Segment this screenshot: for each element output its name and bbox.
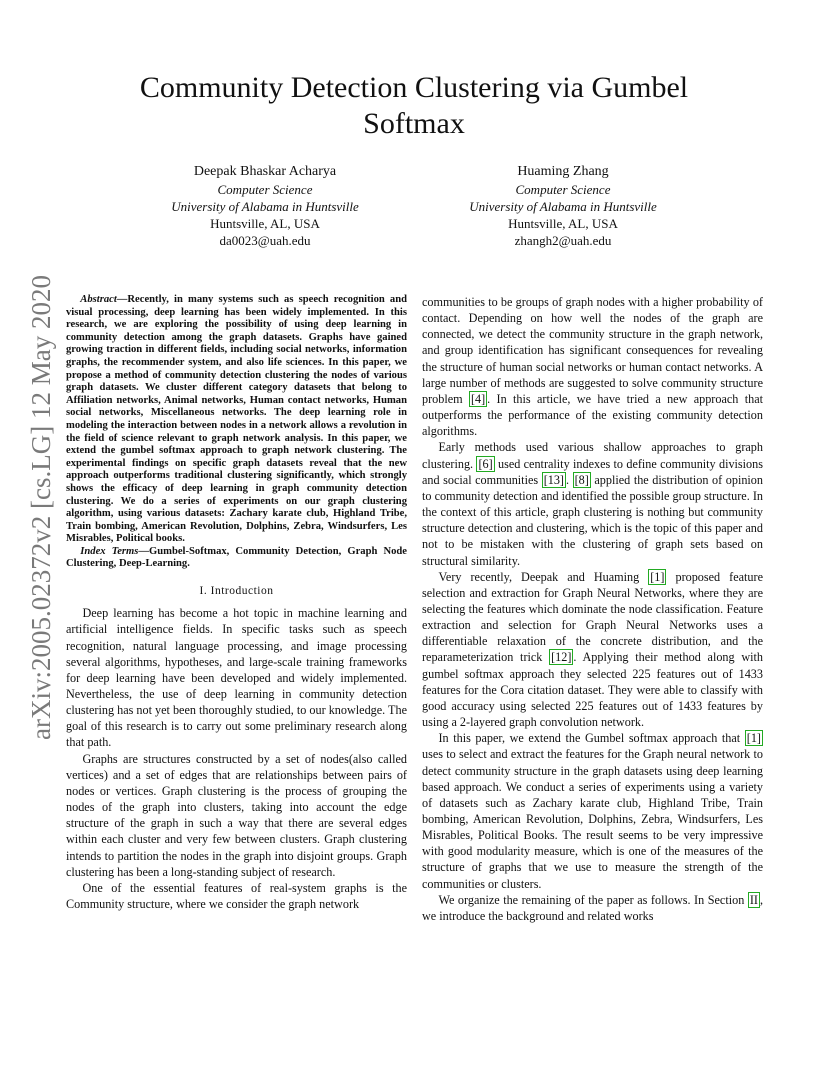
title-line-2: Softmax (363, 107, 465, 140)
author-name: Deepak Bhaskar Acharya (193, 164, 337, 179)
abstract-text: —Recently, in many systems such as speech recognition and visual processing, deep learning has been widely implemented. In this research, we are exploring the possibility of using deep learning in community detection among the graph datasets. Graphs have gained growing traction in different fields, including social networks, information graphs, the recommender system, and also life sciences. In this paper, we propose a method of community detection clustering the nodes of various graph datasets. We cluster different category datasets that belong to Affiliation networks, Animal networks, Human contact networks, Human social networks, Miscellaneous networks. The deep learning role in modeling the interaction between nodes in a network allows a revolution in the field of science relevant to graph network analysis. In this paper, we extend the gumbel softmax approach to graph network clustering. The experimental findings on specific graph datasets reveal that the new approach outperforms traditional clustering significantly, which strongly shows the efficacy of deep learning in graph community detection clustering. We do a series of experiments on our graph clustering algorithm, using various datasets: Zachary karate club, Highland Tribe, Train bombing, American Revolution, Dolphins, Zebra, Windsurfers, Les Misrables, Political books. (66, 294, 407, 545)
author-name: Huaming Zhang (517, 164, 609, 179)
author-location: Huntsville, AL, USA (210, 216, 320, 231)
citation-link[interactable]: [12] (551, 650, 572, 665)
citation-link[interactable]: [8] (574, 472, 589, 487)
paragraph: Deep learning has become a hot topic in machine learning and artificial intelligence fields. In specific tasks such as speech recognition, natural language processing, and image processing several algorithms, hypotheses, and large-scale training frameworks for deep learning have been developed and widely implemented. Nevertheless, the use of deep learning in community detection clustering has not yet been thoroughly studied, to our knowledge. The goal of this research is to carry out some preliminary research along that path. (66, 606, 407, 750)
paragraph: Early methods used various shallow approaches to graph clustering. [6] used centrality indexes to define community divisions and social communities [13] . [8] applied the distribution of opinion to community detection and identified the possible group structure. In the context of this article, graph clustering is nothing but community structure detection and clustering, which is the topic of this paper and not to be mistaken with the clustering of graph sets based on structural similarity. (422, 440, 763, 568)
author-email: zhangh2@uah.edu (514, 233, 612, 248)
paragraph: communities to be groups of graph nodes with a higher probability of contact. Depending on how well the nodes of the graph are connected, we detect the community structure in the graph network, and group identification has significant consequences for revealing the structure of human social networks or human contact networks. A large number of methods are suggested to solve community structure problem [4] . In this article, we have tried a new approach that outperforms the performance of the existing community detection algorithms. (422, 295, 763, 439)
citation-link[interactable]: [6] (478, 456, 493, 471)
abstract-label: Abstract (80, 294, 117, 305)
author-department: Computer Science (217, 182, 313, 197)
arxiv-stamp (8, 270, 64, 740)
author-email: da0023@uah.edu (219, 233, 311, 248)
paper-title (90, 70, 738, 142)
index-terms-label: Index Terms (80, 545, 139, 557)
author-location: Huntsville, AL, USA (508, 216, 618, 231)
author-block-1 (115, 163, 415, 249)
paragraph: We organize the remaining of the paper as follows. In Section II , we introduce the background and related works (422, 892, 763, 923)
right-column (422, 294, 763, 924)
author-department: Computer Science (515, 182, 611, 197)
section-link[interactable]: II (749, 892, 758, 907)
paragraph: Very recently, Deepak and Huaming [1] proposed feature selection and extraction for Graph Neural Networks, where they are selecting the features which dominate the node classification. Feature extraction and selection for Graph Neural Networks uses a differentiable relaxation of the concrete distribution, and the reparameterization trick [12] . Applying their method along with gumbel softmax approach they selected 225 features out of 1433 features for the Cora citation dataset. They were able to classify with good accuracy using selected 225 features out of 1433 features by using a 2-layered graph convolution network. (422, 569, 763, 730)
arxiv-stamp-text: arXiv:2005.02372v2 [cs.LG] 12 May 2020 (26, 275, 56, 740)
index-terms-text: —Gumbel-Softmax, Community Detection, Graph Node Clustering, Deep-Learning. (66, 545, 407, 570)
paragraph: Graphs are structures constructed by a set of nodes(also called vertices) and a set of edges that are relationships between pairs of nodes or vertices. Graph clustering is the process of grouping the nodes of the graph into clusters, taking into account the edge structure of the graph in such a way that there are several edges within each cluster and very few between clusters. Graph clustering intends to partition the nodes in the graph into disjoint groups. Graph clustering has been a long-standing subject of research. (66, 751, 407, 879)
title-line-1: Community Detection Clustering via Gumbel (139, 71, 689, 104)
paragraph: One of the essential features of real-system graphs is the Community structure, where we consider the graph network (66, 880, 407, 912)
section-heading-introduction: I. Introduction (199, 585, 274, 598)
paragraph: In this paper, we extend the Gumbel softmax approach that [1] uses to select and extract the features for the Graph neural network to detect community structure in the graph datasets using deep learning based approach. We conduct a series of experiments using a variety of datasets such as Zachary karate club, Highland Tribe, Train bombing, American Revolution, Dolphins, Zebra, Windsurfers, Les Misrables, Political Books. The result seems to be very impressive with good modularity measure, which is one of the measures of the structure of graphs that we use to measure the strength of the communities or clusters. (422, 731, 763, 891)
index-terms (66, 546, 407, 571)
author-university: University of Alabama in Huntsville (469, 199, 657, 214)
abstract (66, 294, 407, 546)
left-column (66, 294, 407, 912)
author-university: University of Alabama in Huntsville (171, 199, 359, 214)
citation-link[interactable]: [1] (746, 731, 761, 746)
author-block-2 (413, 163, 713, 249)
citation-link[interactable]: [1] (650, 569, 665, 584)
citation-link[interactable]: [4] (470, 391, 486, 406)
citation-link[interactable]: [13] (543, 472, 564, 487)
